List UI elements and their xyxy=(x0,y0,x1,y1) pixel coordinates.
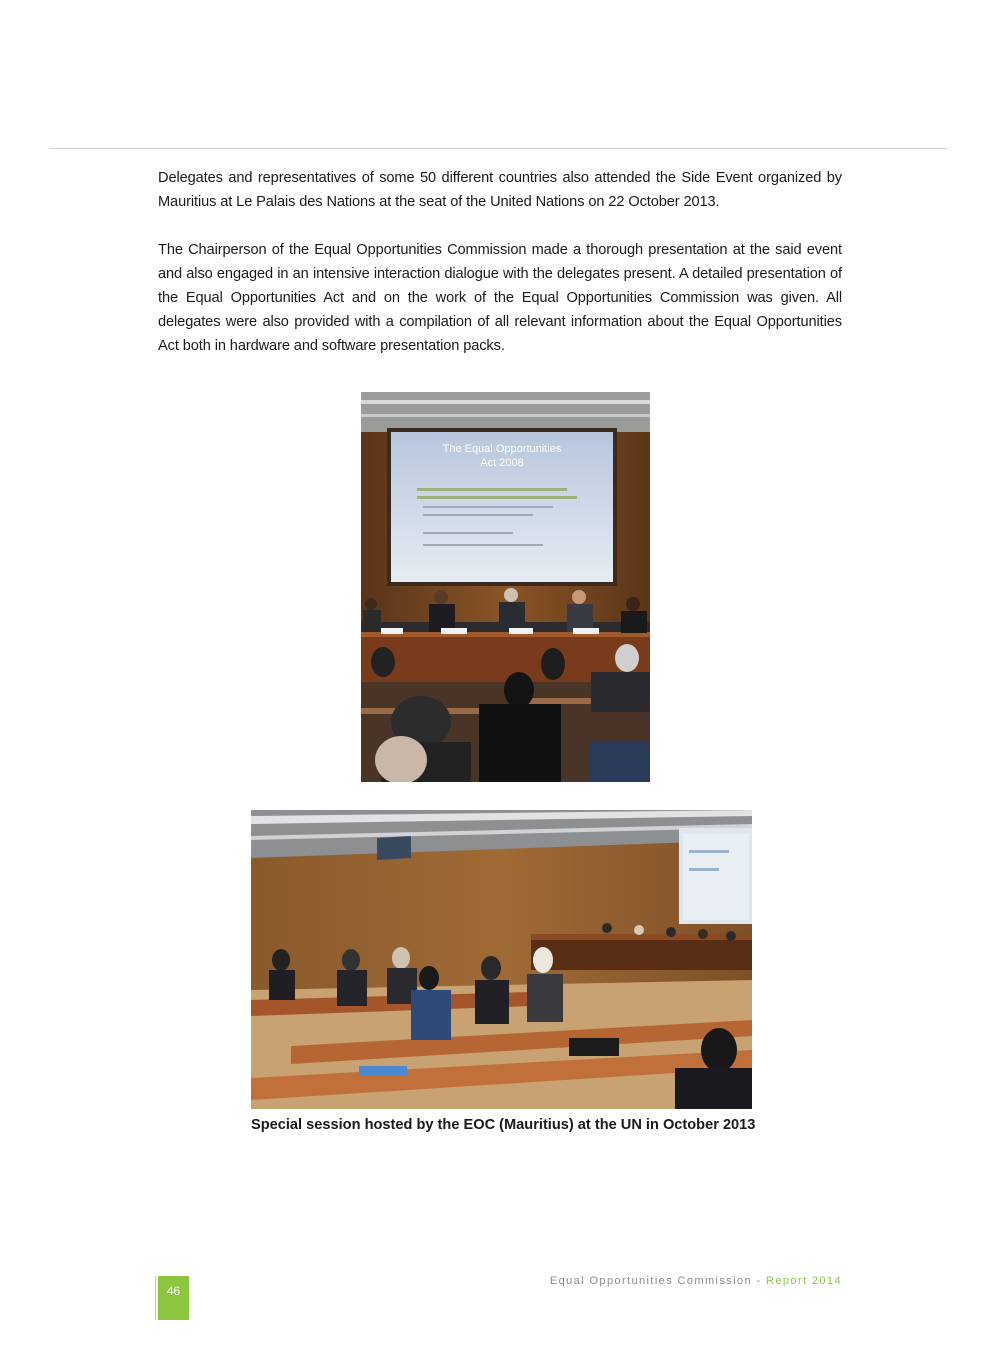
header-divider xyxy=(50,148,947,149)
page-number: 46 xyxy=(158,1276,189,1320)
paragraph-1: Delegates and representatives of some 50 different countries also attended the Side Event organized by Mauritius at Le Palais des Nations at the seat of the United Nations on 22 October 2013. xyxy=(158,170,842,210)
photo-caption: Special session hosted by the EOC (Mauritius) at the UN in October 2013 xyxy=(251,1117,756,1133)
footer-publisher: Equal Opportunities Commission - xyxy=(549,1275,767,1287)
page-number-divider xyxy=(155,1276,156,1320)
footer-title xyxy=(550,1275,842,1287)
slide-title-line2: Act 2008 xyxy=(480,457,524,469)
paragraph-2: The Chairperson of the Equal Opportunities Commission made a thorough presentation at the said event and also engaged in an intensive interaction dialogue with the delegates present. A detailed presentation of the Equal Opportunities Act and on the work of the Equal Opportunities Commission was given. All delegates were also provided with a compilation of all relevant information about the Equal Opportunities Act both in hardware and software presentation packs. xyxy=(158,242,842,354)
photo-conference-room xyxy=(251,810,752,1109)
photo-presentation-panel xyxy=(361,392,650,782)
slide-title-line1: The Equal Opportunities xyxy=(442,443,562,455)
footer-report: Report 2014 xyxy=(766,1275,842,1287)
body-text xyxy=(158,166,842,358)
